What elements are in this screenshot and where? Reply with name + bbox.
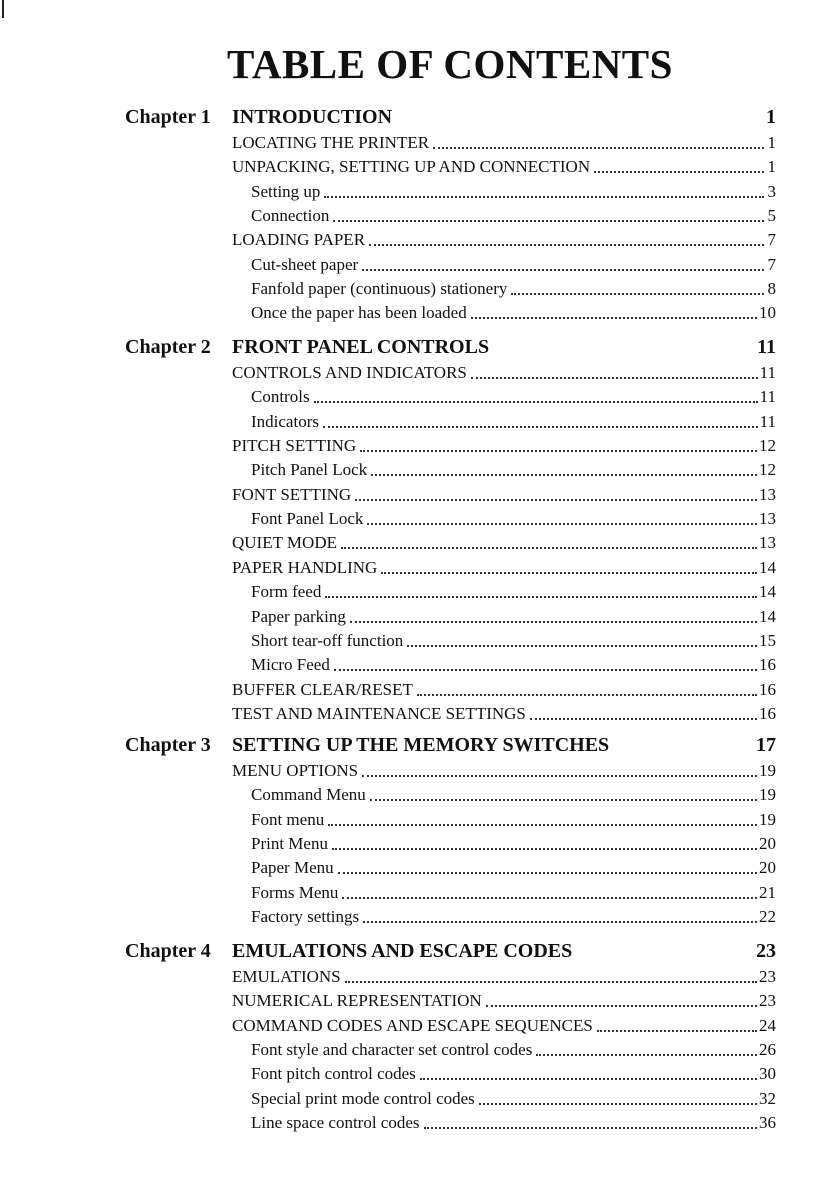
entry-page-number: 10 — [759, 303, 776, 323]
dot-leader — [407, 645, 757, 647]
entry-page-number: 11 — [759, 363, 776, 382]
entry-page-number: 12 — [759, 460, 776, 480]
dot-leader — [360, 450, 757, 452]
toc-subsection-entry[interactable] — [251, 254, 776, 276]
dot-leader — [328, 824, 757, 826]
entry-label: PAPER HANDLING — [232, 557, 378, 577]
entry-page-number: 5 — [767, 206, 776, 226]
entry-label: Command Menu — [251, 785, 366, 805]
entry-page-number: 36 — [759, 1113, 776, 1133]
toc-subsection-entry[interactable] — [251, 1063, 776, 1085]
toc-subsection-entry[interactable] — [251, 1088, 776, 1110]
entry-label: QUIET MODE — [232, 533, 337, 553]
toc-section-entry[interactable] — [232, 484, 776, 506]
entry-page-number: 13 — [759, 533, 776, 553]
dot-leader — [433, 147, 764, 149]
entry-page-number: 23 — [759, 967, 776, 986]
toc-section-entry[interactable] — [232, 532, 776, 554]
entry-label: Controls — [251, 387, 310, 407]
dot-leader — [338, 872, 757, 874]
toc-subsection-entry[interactable] — [251, 508, 776, 530]
chapter-label: Chapter 4 — [125, 940, 211, 962]
chapter-page-number: 1 — [766, 106, 776, 128]
toc-subsection-entry[interactable] — [251, 581, 776, 603]
toc-subsection-entry[interactable] — [251, 833, 776, 855]
dot-leader — [345, 981, 757, 983]
dot-leader — [420, 1078, 757, 1080]
dot-leader — [594, 171, 764, 173]
toc-subsection-entry[interactable] — [251, 630, 776, 652]
dot-leader — [355, 499, 757, 501]
entry-label: Font style and character set control codes — [251, 1040, 533, 1060]
toc-section-entry[interactable] — [232, 557, 776, 579]
dot-leader — [324, 196, 764, 198]
dot-leader — [417, 694, 757, 696]
entry-page-number: 7 — [767, 254, 776, 274]
entry-page-number: 8 — [767, 279, 776, 299]
toc-section-entry[interactable] — [232, 156, 776, 178]
chapter-title[interactable]: EMULATIONS AND ESCAPE CODES — [232, 940, 573, 962]
entry-page-number: 24 — [759, 1015, 776, 1035]
toc-subsection-entry[interactable] — [251, 784, 776, 806]
toc-subsection-entry[interactable] — [251, 857, 776, 879]
entry-label: PITCH SETTING — [232, 436, 357, 456]
entry-page-number: 23 — [759, 991, 776, 1011]
entry-page-number: 14 — [759, 557, 776, 577]
toc-subsection-entry[interactable] — [251, 302, 776, 324]
entry-page-number: 16 — [759, 703, 776, 723]
entry-page-number: 16 — [759, 655, 776, 675]
chapter-label: Chapter 1 — [125, 106, 211, 128]
toc-section-entry[interactable] — [232, 990, 776, 1012]
dot-leader — [367, 523, 757, 525]
entry-page-number: 32 — [759, 1088, 776, 1108]
entry-label: UNPACKING, SETTING UP AND CONNECTION — [232, 157, 591, 177]
entry-page-number: 3 — [767, 181, 776, 201]
toc-subsection-entry[interactable] — [251, 1039, 776, 1061]
entry-page-number: 11 — [759, 387, 776, 407]
dot-leader — [333, 220, 764, 222]
entry-label: LOADING PAPER — [232, 230, 366, 250]
toc-section-entry[interactable] — [232, 703, 776, 725]
entry-page-number: 14 — [759, 606, 776, 626]
dot-leader — [381, 572, 757, 574]
entry-label: EMULATIONS — [232, 967, 341, 986]
toc-subsection-entry[interactable] — [251, 459, 776, 481]
entry-page-number: 13 — [759, 509, 776, 529]
entry-label: MENU OPTIONS — [232, 761, 359, 780]
toc-section-entry[interactable] — [232, 132, 776, 154]
entry-page-number: 19 — [759, 761, 776, 780]
entry-page-number: 20 — [759, 834, 776, 854]
entry-page-number: 20 — [759, 858, 776, 878]
dot-leader — [597, 1030, 757, 1032]
entry-page-number: 15 — [759, 630, 776, 650]
toc-section-entry[interactable] — [232, 229, 776, 251]
entry-label: Font pitch control codes — [251, 1064, 416, 1084]
dot-leader — [314, 401, 758, 403]
chapter-page-number: 17 — [756, 734, 776, 756]
entry-label: NUMERICAL REPRESENTATION — [232, 991, 482, 1011]
toc-subsection-entry[interactable] — [251, 654, 776, 676]
dot-leader — [325, 596, 757, 598]
entry-label: LOCATING THE PRINTER — [232, 133, 430, 152]
entry-label: Paper Menu — [251, 858, 334, 878]
toc-subsection-entry[interactable] — [251, 278, 776, 300]
entry-label: Indicators — [251, 411, 319, 431]
entry-page-number: 13 — [759, 484, 776, 504]
dot-leader — [486, 1005, 757, 1007]
chapter-page-number: 11 — [757, 336, 776, 358]
toc-section-entry[interactable] — [232, 966, 776, 988]
chapter-title[interactable]: SETTING UP THE MEMORY SWITCHES — [232, 734, 610, 756]
entry-page-number: 30 — [759, 1064, 776, 1084]
entry-label: Paper parking — [251, 606, 346, 626]
dot-leader — [530, 718, 757, 720]
dot-leader — [363, 921, 757, 923]
entry-label: Pitch Panel Lock — [251, 460, 368, 480]
entry-page-number: 12 — [759, 436, 776, 456]
dot-leader — [370, 799, 757, 801]
dot-leader — [369, 244, 764, 246]
chapter-label: Chapter 2 — [125, 336, 211, 358]
entry-label: Short tear-off function — [251, 630, 404, 650]
toc-subsection-entry[interactable] — [251, 606, 776, 628]
entry-page-number: 14 — [759, 582, 776, 602]
dot-leader — [471, 377, 758, 379]
entry-label: Font menu — [251, 809, 325, 829]
entry-label: Connection — [251, 206, 330, 226]
toc-section-entry[interactable] — [232, 362, 776, 384]
entry-label: Special print mode control codes — [251, 1088, 475, 1108]
dot-leader — [334, 669, 757, 671]
toc-section-entry[interactable] — [232, 760, 776, 782]
toc-subsection-entry[interactable] — [251, 882, 776, 904]
toc-section-entry[interactable] — [232, 679, 776, 701]
entry-page-number: 22 — [759, 907, 776, 927]
dot-leader — [342, 897, 757, 899]
chapter-label: Chapter 3 — [125, 734, 211, 756]
entry-page-number: 21 — [759, 882, 776, 902]
entry-label: Micro Feed — [251, 655, 330, 675]
toc-subsection-entry[interactable] — [251, 181, 776, 203]
dot-leader — [371, 474, 757, 476]
dot-leader — [511, 293, 764, 295]
entry-label: Cut-sheet paper — [251, 254, 359, 274]
dot-leader — [536, 1054, 757, 1056]
entry-label: Fanfold paper (continuous) stationery — [251, 279, 508, 299]
entry-label: FONT SETTING — [232, 484, 352, 504]
page-title: TABLE OF CONTENTS — [227, 41, 673, 87]
entry-page-number: 11 — [759, 411, 776, 431]
toc-subsection-entry[interactable] — [251, 809, 776, 831]
entry-label: TEST AND MAINTENANCE SETTINGS — [232, 703, 526, 723]
toc-subsection-entry[interactable] — [251, 1112, 776, 1134]
entry-label: Once the paper has been loaded — [251, 303, 467, 323]
entry-label: BUFFER CLEAR/RESET — [232, 679, 413, 699]
entry-page-number: 1 — [767, 157, 776, 177]
entry-label: Form feed — [251, 582, 322, 602]
dot-leader — [350, 621, 757, 623]
toc-subsection-entry[interactable] — [251, 386, 776, 408]
toc-section-entry[interactable] — [232, 1015, 776, 1037]
entry-label: Line space control codes — [251, 1113, 420, 1133]
toc-section-entry[interactable] — [232, 435, 776, 457]
dot-leader — [341, 547, 757, 549]
dot-leader — [323, 426, 758, 428]
entry-label: Forms Menu — [251, 882, 339, 902]
entry-page-number: 26 — [759, 1040, 776, 1060]
dot-leader — [471, 317, 757, 319]
entry-label: Print Menu — [251, 834, 328, 854]
dot-leader — [479, 1103, 757, 1105]
entry-label: Setting up — [251, 181, 321, 201]
entry-label: Font Panel Lock — [251, 509, 364, 529]
toc-subsection-entry[interactable] — [251, 411, 776, 433]
entry-label: CONTROLS AND INDICATORS — [232, 363, 467, 382]
dot-leader — [362, 269, 764, 271]
dot-leader — [362, 775, 757, 777]
chapter-title[interactable]: INTRODUCTION — [232, 106, 393, 128]
chapter-title[interactable]: FRONT PANEL CONTROLS — [232, 336, 490, 358]
toc-subsection-entry[interactable] — [251, 205, 776, 227]
dot-leader — [332, 848, 757, 850]
toc-subsection-entry[interactable] — [251, 906, 776, 928]
entry-label: COMMAND CODES AND ESCAPE SEQUENCES — [232, 1015, 593, 1035]
entry-page-number: 19 — [759, 809, 776, 829]
entry-label: Factory settings — [251, 907, 360, 927]
entry-page-number: 1 — [767, 133, 776, 152]
entry-page-number: 19 — [759, 785, 776, 805]
entry-page-number: 16 — [759, 679, 776, 699]
entry-page-number: 7 — [767, 230, 776, 250]
dot-leader — [424, 1127, 757, 1129]
chapter-page-number: 23 — [756, 940, 776, 962]
